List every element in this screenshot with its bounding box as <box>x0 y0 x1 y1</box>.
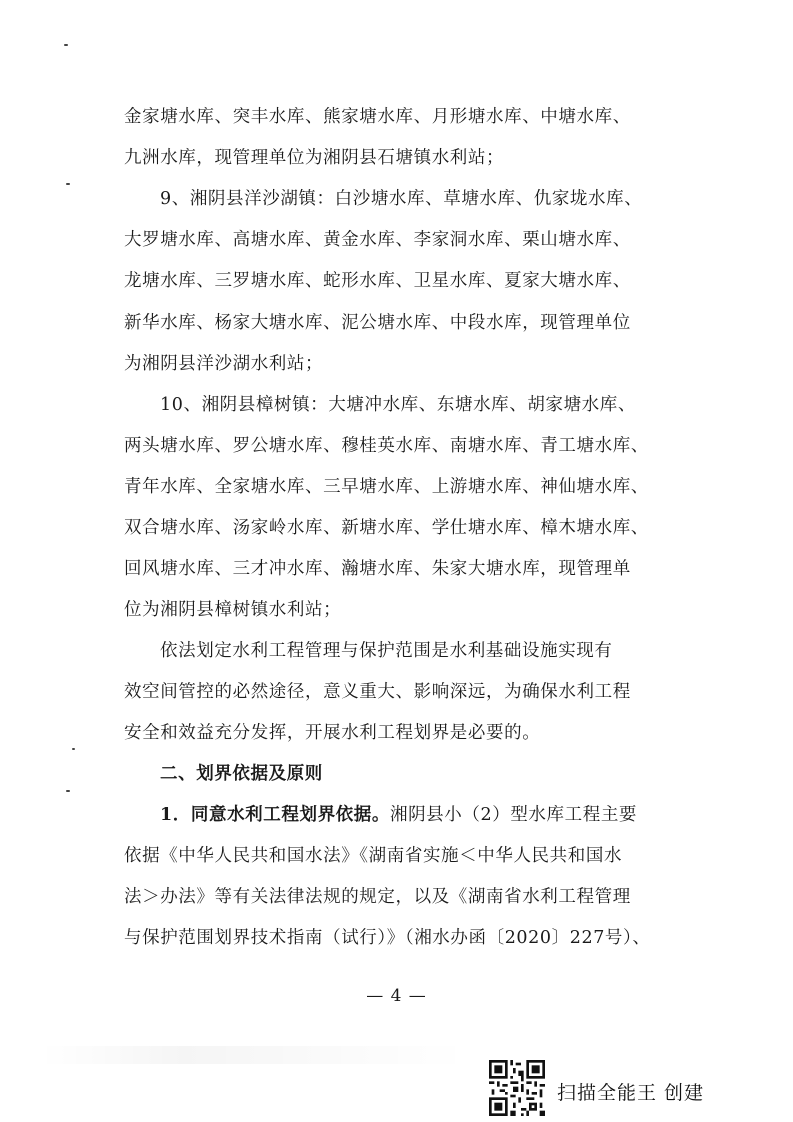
qr-code-icon <box>489 1060 545 1116</box>
text-line: 效空间管控的必然途径，意义重大、影响深远，为确保水利工程 <box>124 682 631 702</box>
scan-artifact <box>40 1046 470 1064</box>
text-line: 回风塘水库、三才冲水库、瀚塘水库、朱家大塘水库，现管理单 <box>124 559 631 579</box>
text-line: 青年水库、全家塘水库、三早塘水库、上游塘水库、神仙塘水库、 <box>124 477 649 497</box>
scanner-watermark <box>489 1055 719 1115</box>
text-line: 位为湘阴县樟树镇水利站； <box>124 600 342 620</box>
text-line: 双合塘水库、汤家岭水库、新塘水库、学仕塘水库、樟木塘水库、 <box>124 518 649 538</box>
text-line: 金家塘水库、突丰水库、熊家塘水库、月形塘水库、中塘水库、 <box>124 107 631 127</box>
text-line: 依据《中华人民共和国水法》《湖南省实施＜中华人民共和国水 <box>124 846 623 866</box>
scan-speck <box>66 790 70 792</box>
text-line: 9、湘阴县洋沙湖镇：白沙塘水库、草塘水库、仇家垅水库、 <box>160 189 643 209</box>
text-line: 两头塘水库、罗公塘水库、穆桂英水库、南塘水库、青工塘水库、 <box>124 436 649 456</box>
text-line: 为湘阴县洋沙湖水利站； <box>124 354 324 374</box>
clause-text: 湘阴县小（2）型水库工程主要 <box>389 805 638 825</box>
text-line: 安全和效益充分发挥，开展水利工程划界是必要的。 <box>124 723 541 743</box>
scan-speck <box>72 748 75 750</box>
scan-speck <box>66 183 70 185</box>
text-line: 与保护范围划界技术指南（试行）》（湘水办函〔2020〕227号）、 <box>124 928 651 948</box>
section-heading: 二、划界依据及原则 <box>160 764 323 784</box>
clause-heading: 1．同意水利工程划界依据。 <box>160 805 390 825</box>
text-line: 大罗塘水库、高塘水库、黄金水库、李家洞水库、栗山塘水库、 <box>124 230 631 250</box>
watermark-text: 扫描全能王 创建 <box>557 1082 705 1104</box>
text-line: 法＞办法》等有关法律法规的规定，以及《湖南省水利工程管理 <box>124 887 631 907</box>
text-line: 龙塘水库、三罗塘水库、蛇形水库、卫星水库、夏家大塘水库、 <box>124 271 631 291</box>
scan-speck <box>64 44 68 46</box>
text-line: 10、湘阴县樟树镇：大塘冲水库、东塘水库、胡家塘水库、 <box>160 395 636 415</box>
text-line: 九洲水库，现管理单位为湘阴县石塘镇水利站； <box>124 148 505 168</box>
text-line: 新华水库、杨家大塘水库、泥公塘水库、中段水库，现管理单位 <box>124 313 631 333</box>
page-number: — 4 — <box>366 986 427 1006</box>
text-line: 依法划定水利工程管理与保护范围是水利基础设施实现有 <box>160 641 613 661</box>
text-line <box>160 807 637 825</box>
